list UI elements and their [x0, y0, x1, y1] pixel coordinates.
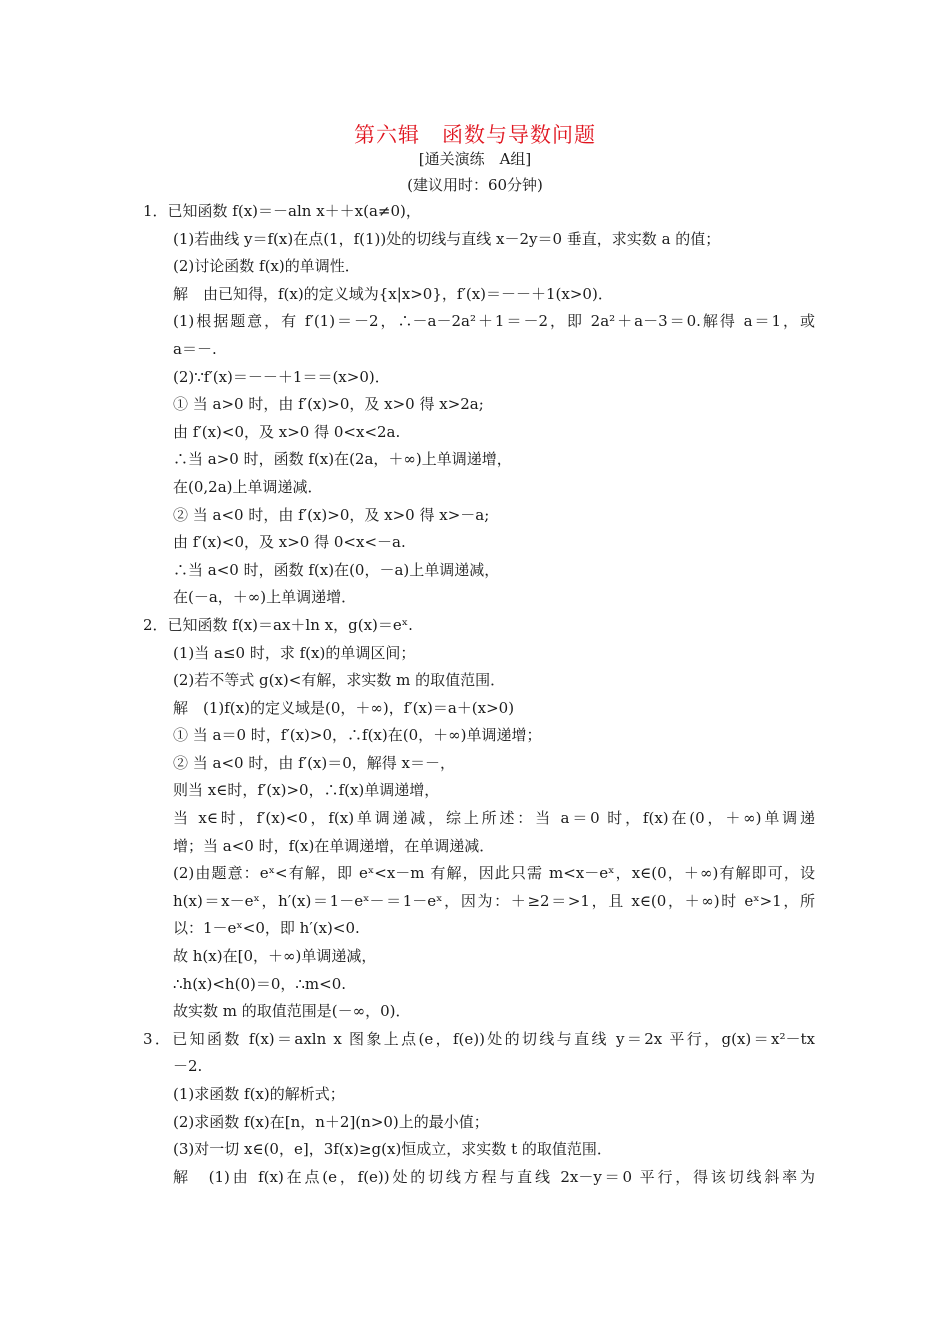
text-line: ∴当 a<0 时，函数 f(x)在(0，－a)上单调递减，	[173, 560, 500, 579]
text-line: (2)求函数 f(x)在[n，n＋2](n>0)上的最小值；	[173, 1112, 489, 1131]
text-line: －2.	[173, 1057, 203, 1076]
text-line: ① 当 a>0 时，由 f′(x)>0，及 x>0 得 x>2a;	[173, 395, 484, 414]
text-line: ② 当 a<0 时，由 f′(x)＝0，解得 x＝－，	[173, 753, 456, 772]
text-line: a＝－.	[173, 339, 217, 358]
text-line: 3．已知函数 f(x)＝axln x 图象上点(e，f(e))处的切线与直线 y＝2x 平行，g(x)＝x²－tx	[143, 1029, 815, 1048]
text-line: 当 x∈时，f′(x)<0，f(x)单调递减，综上所述：当 a＝0 时，f(x)在(0，＋∞)单调递	[173, 809, 815, 828]
text-line: (2)由题意：eˣ<有解，即 eˣ<x－m 有解，因此只需 m<x－eˣ，x∈(0，＋∞)有解即可，设	[173, 864, 815, 883]
text-line: 故实数 m 的取值范围是(－∞，0)．	[173, 1002, 411, 1021]
text-line: (1)求函数 f(x)的解析式；	[173, 1085, 345, 1103]
suggested-time-label: (建议用时：60分钟)	[407, 176, 543, 194]
text-line: 解 由已知得，f(x)的定义域为{x|x>0}，f′(x)＝－－＋1(x>0)．	[173, 284, 613, 303]
text-line: 则当 x∈时，f′(x)>0，∴f(x)单调递增，	[173, 781, 440, 800]
text-line: 增；当 a<0 时，f(x)在单调递增，在单调递减．	[173, 836, 495, 855]
text-line: ∴当 a>0 时，函数 f(x)在(2a，＋∞)上单调递增，	[173, 450, 512, 469]
text-line: 解 (1)由 f(x)在点(e，f(e))处的切线方程与直线 2x－y＝0 平行，得该切线斜率为	[173, 1167, 815, 1186]
practice-group-label: [通关演练 A组]	[418, 150, 532, 168]
text-line: ① 当 a＝0 时，f′(x)>0，∴f(x)在(0，＋∞)单调递增；	[173, 726, 542, 745]
text-line: h(x)＝x－eˣ，h′(x)＝1－eˣ－＝1－eˣ，因为：＋≥2＝>1，且 x∈(0，＋∞)时 eˣ>1，所	[173, 891, 815, 910]
text-line: (1)根据题意，有 f′(1)＝－2，∴－a－2a²＋1＝－2，即 2a²＋a－3＝0.解得 a＝1，或	[173, 312, 815, 331]
text-line: (1)若曲线 y＝f(x)在点(1，f(1))处的切线与直线 x－2y＝0 垂直，求实数 a 的值；	[173, 229, 721, 248]
text-line: 1．已知函数 f(x)＝－aln x＋＋x(a≠0)，	[143, 202, 421, 220]
text-line: (2)∵f′(x)＝－－＋1＝＝(x>0)．	[173, 367, 390, 386]
text-line: 由 f′(x)<0，及 x>0 得 0<x<－a.	[173, 533, 406, 552]
text-line: (3)对一切 x∈(0，e]，3f(x)≥g(x)恒成立，求实数 t 的取值范围．	[173, 1140, 612, 1159]
text-line: 在(0,2a)上单调递减．	[173, 477, 323, 496]
text-line: 在(－a，＋∞)上单调递增．	[173, 588, 357, 607]
document-body	[143, 198, 815, 1191]
text-line: (2)若不等式 g(x)<有解，求实数 m 的取值范围．	[173, 671, 506, 690]
text-line: 由 f′(x)<0，及 x>0 得 0<x<2a.	[173, 422, 401, 441]
text-line: 以：1－eˣ<0，即 h′(x)<0.	[173, 919, 360, 938]
text-line: ② 当 a<0 时，由 f′(x)>0，及 x>0 得 x>－a;	[173, 505, 490, 524]
page-title: 第六辑 函数与导数问题	[354, 123, 596, 147]
text-line: (2)讨论函数 f(x)的单调性．	[173, 257, 360, 276]
text-line: 2．已知函数 f(x)＝ax＋ln x，g(x)＝eˣ.	[143, 615, 413, 634]
text-line: ∴h(x)<h(0)＝0，∴m<0.	[173, 974, 347, 993]
text-line: 故 h(x)在[0，＋∞)单调递减，	[173, 947, 377, 966]
text-line: (1)当 a≤0 时，求 f(x)的单调区间；	[173, 643, 416, 662]
text-line: 解 (1)f(x)的定义域是(0，＋∞)，f′(x)＝a＋(x>0)	[173, 698, 515, 717]
